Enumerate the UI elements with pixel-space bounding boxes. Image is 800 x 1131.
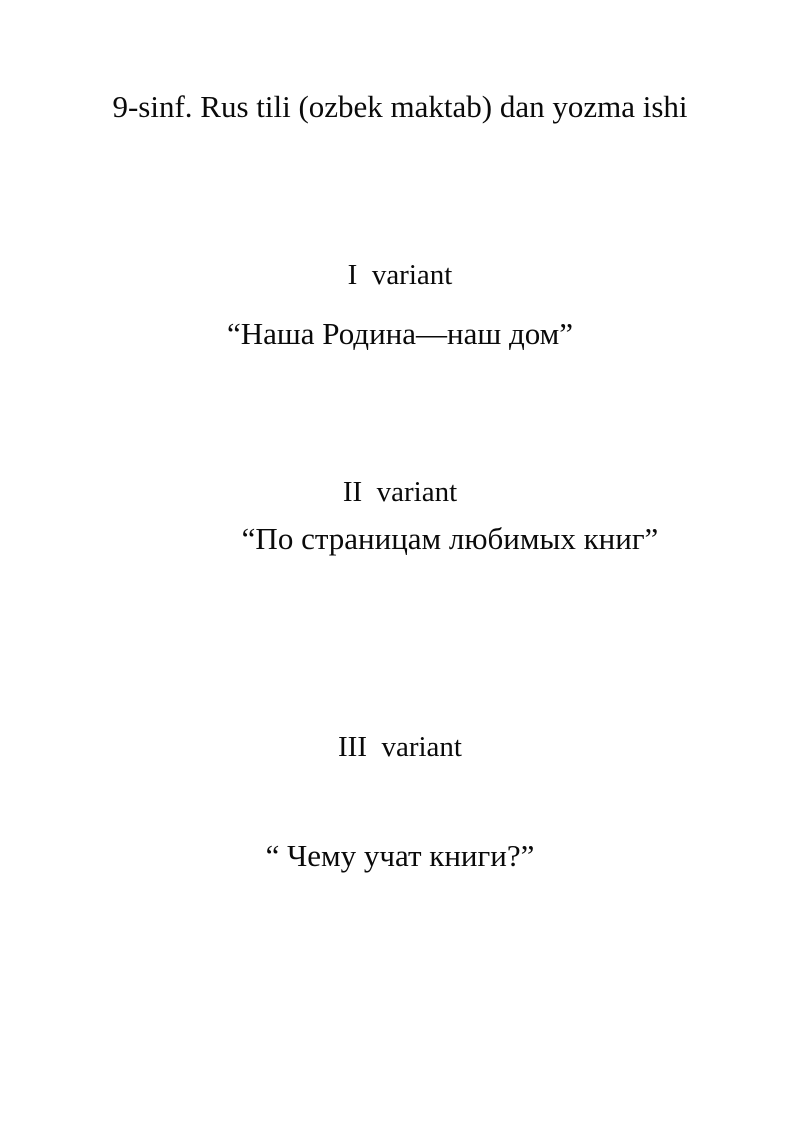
- variant-1-topic: “Наша Родина—наш дом”: [226, 316, 574, 351]
- page-title: 9-sinf. Rus tili (ozbek maktab) dan yozma ishi: [112, 89, 688, 124]
- variant-1-heading: I variant: [347, 259, 453, 291]
- variant-3-heading: III variant: [338, 731, 462, 763]
- variant-3-topic: “ Чему учат книги?”: [265, 838, 535, 873]
- variant-2-heading: II variant: [342, 476, 458, 508]
- variant-2-topic: “По страницам любимых книг”: [241, 521, 659, 556]
